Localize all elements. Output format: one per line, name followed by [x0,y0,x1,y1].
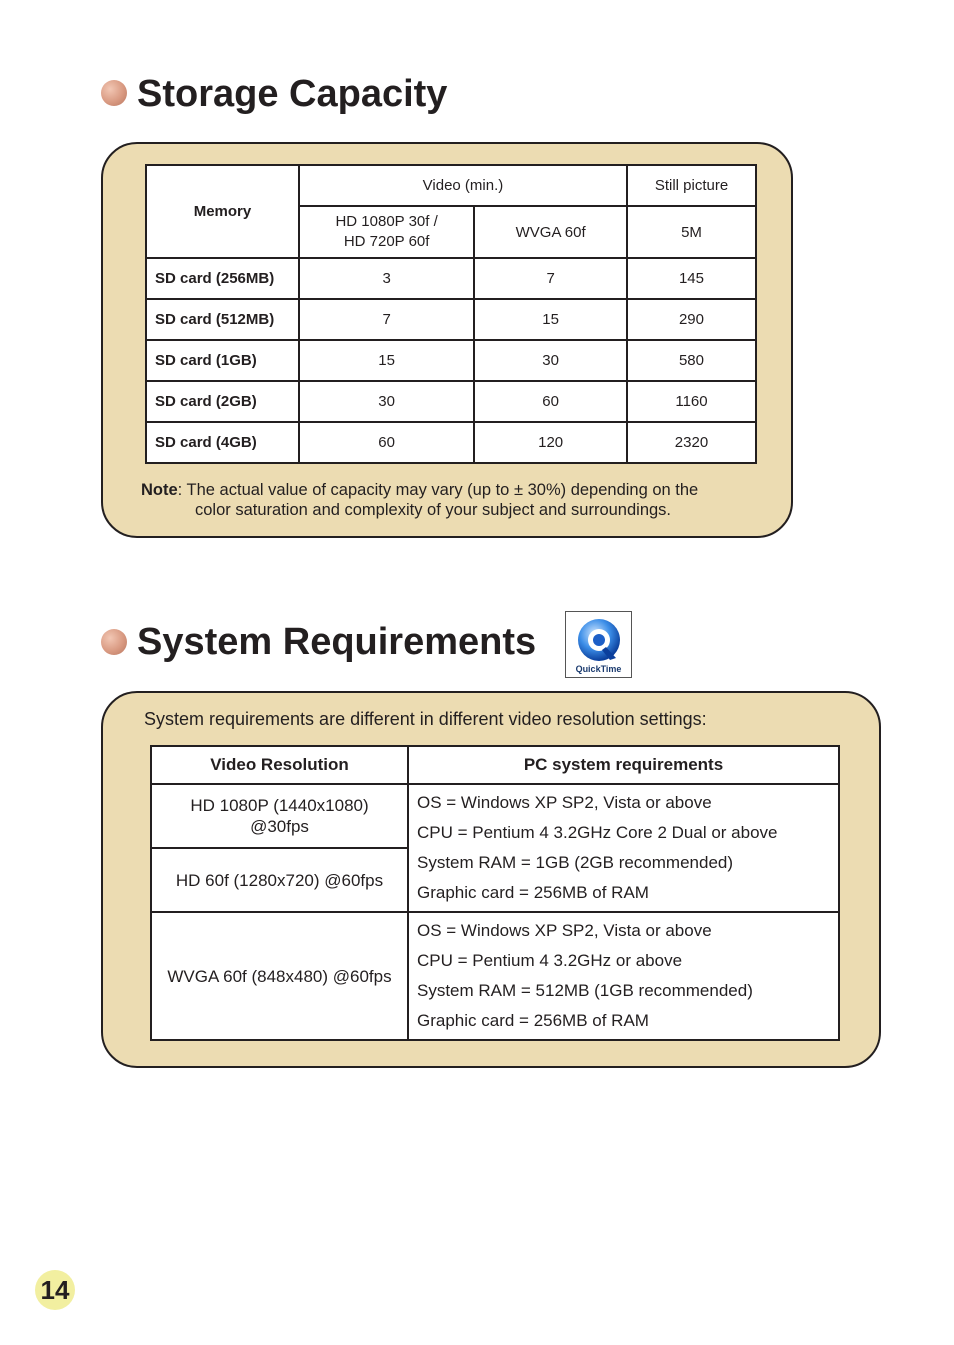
req-os: OS = Windows XP SP2, Vista or above [417,793,712,812]
wvga-subheader: WVGA 60f [474,206,627,258]
table-row [146,299,756,340]
req-ram: System RAM = 1GB (2GB recommended) [417,853,734,872]
wvga-cell: 120 [474,422,627,463]
resolution-cell: WVGA 60f (848x480) @60fps [151,912,408,1040]
video-header: Video (min.) [299,165,627,206]
wvga-cell: 15 [474,299,627,340]
quicktime-label: QuickTime [575,664,622,674]
capacity-note [141,480,761,520]
note-line2: color saturation and complexity of your subject and surroundings. [195,501,672,519]
sysreq-intro: System requirements are different in different video resolution settings: [144,709,707,729]
resolution-cell: HD 60f (1280x720) @60fps [151,848,408,912]
requirements-cell-wvga [408,912,839,1040]
still-cell: 145 [627,258,756,299]
hd-cell: 7 [299,299,474,340]
video-resolution-header: Video Resolution [151,746,408,784]
hd-cell: 60 [299,422,474,463]
hd1080-line2: @30fps [250,817,309,836]
requirements-cell-hd [408,784,839,912]
table-row [146,422,756,463]
card-cell: SD card (4GB) [146,422,299,463]
hd-cell: 3 [299,258,474,299]
still-cell: 290 [627,299,756,340]
req-ram: System RAM = 512MB (1GB recommended) [417,981,753,1000]
card-cell: SD card (256MB) [146,258,299,299]
card-cell: SD card (2GB) [146,381,299,422]
note-line1: : The actual value of capacity may vary (up to ± 30%) depending on the [177,481,699,499]
storage-table [145,164,757,464]
req-cpu: CPU = Pentium 4 3.2GHz Core 2 Dual or above [417,823,778,842]
quicktime-icon [566,614,631,666]
memory-header: Memory [146,165,299,258]
hd-cell: 15 [299,340,474,381]
hd-cell: 30 [299,381,474,422]
hd-subheader-line1: HD 1080P 30f / [335,213,438,230]
hd1080-line1: HD 1080P (1440x1080) [190,796,369,815]
pc-requirements-header: PC system requirements [408,746,839,784]
card-cell: SD card (512MB) [146,299,299,340]
storage-capacity-heading: Storage Capacity [137,73,448,115]
wvga-cell: 30 [474,340,627,381]
still-cell: 2320 [627,422,756,463]
req-graphics: Graphic card = 256MB of RAM [417,1011,649,1030]
quicktime-logo [565,611,632,678]
resolution-cell [151,784,408,848]
table-row [146,340,756,381]
note-label: Note [141,481,178,499]
hd-subheader [299,206,474,258]
still-subheader: 5M [627,206,756,258]
table-row [146,258,756,299]
section-bullet-storage [101,80,127,106]
system-requirements-heading: System Requirements [137,621,537,663]
req-os: OS = Windows XP SP2, Vista or above [417,921,712,940]
req-graphics: Graphic card = 256MB of RAM [417,883,649,902]
sysreq-table [150,745,840,1041]
still-cell: 1160 [627,381,756,422]
hd-subheader-line2: HD 720P 60f [343,233,430,250]
card-cell: SD card (1GB) [146,340,299,381]
table-row [146,381,756,422]
still-cell: 580 [627,340,756,381]
req-cpu: CPU = Pentium 4 3.2GHz or above [417,951,683,970]
still-header: Still picture [627,165,756,206]
wvga-cell: 60 [474,381,627,422]
section-bullet-sysreq [101,629,127,655]
storage-panel [101,142,793,538]
wvga-cell: 7 [474,258,627,299]
sysreq-panel [101,691,881,1068]
page-number: 14 [35,1270,75,1310]
